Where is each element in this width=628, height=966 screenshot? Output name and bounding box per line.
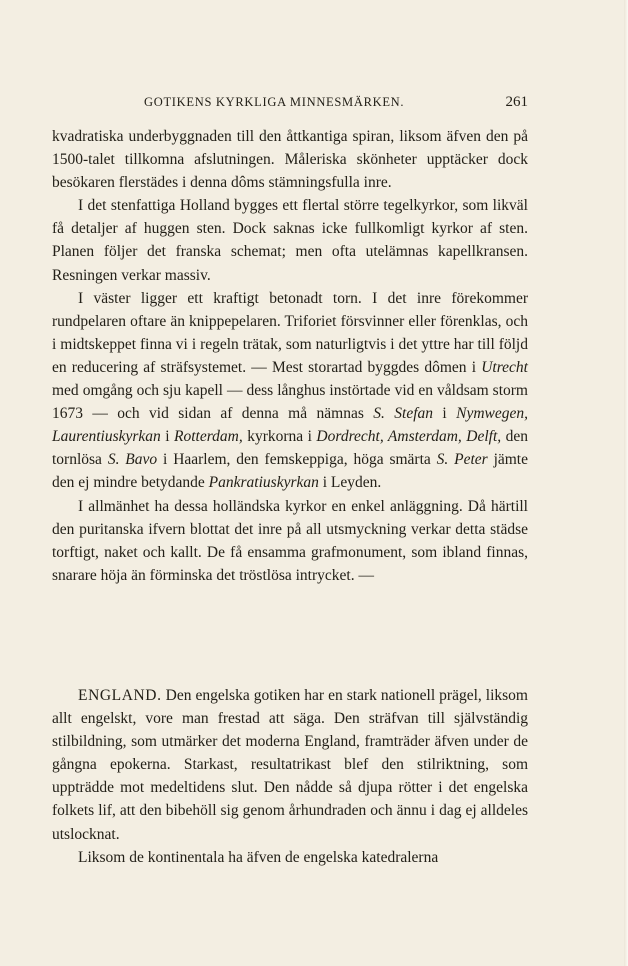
place-nymwegen: Nymwegen, Laurentiuskyrkan xyxy=(52,405,528,446)
church-s-peter: S. Peter xyxy=(436,451,488,469)
text-run: i Leyden. xyxy=(318,474,382,492)
place-rotterdam: Rotterdam, xyxy=(174,428,243,446)
page-number: 261 xyxy=(505,94,528,110)
paragraph-england xyxy=(52,684,528,846)
text-block-england xyxy=(52,684,528,869)
text-block-upper xyxy=(52,125,528,587)
paragraph-cathedrals: Liksom de kontinentala ha äfven de engelska katedralerna xyxy=(78,848,439,866)
text-run: I väster ligger ett kraftigt betonadt torn. I det inre förekommer rundpelaren oftare än knippepelaren. Triforiet försvinner eller förenklas, och i midtskeppet finna vi i regeln trätak, som naturligtvis i det yttre har till följd en reducering af sträfsystemet. — Mest storartad byggdes dômen i xyxy=(52,289,528,376)
text-run: Den engelska gotiken har en stark nationell prägel, liksom allt engelskt, vore man frestad att säga. Den sträfvan till självständig stilbildning, som utmärker det moderna England, framträder äfven under de gångna epokerna. Starkast, resultatrikast blef den stilriktning, som uppträdde mot medeltidens slut. Den nådde så djupa rötter i det engelska folkets lif, att den bibehöll sig genom århundraden och ännu i dag ej alldeles utslocknat. xyxy=(52,687,528,843)
church-s-bavo: S. Bavo xyxy=(107,451,158,469)
text-run: med omgång och sju kapell — dess långhus instörtade vid en våldsam storm 1673 — och vid sidan af denna må nämnas xyxy=(52,382,528,423)
text-run: kyrkorna i xyxy=(242,428,317,446)
paragraph-holland: I det stenfattiga Holland bygges ett flertal större tegelkyrkor, som likväl få detaljer af huggen sten. Dock saknas icke fullkomligt kyrkor af sten. Planen följer det franska schemat; men ofta utelämnas kapellkransen. Resningen verkar massiv. xyxy=(52,197,528,284)
paragraph-continuation: kvadratiska underbyggnaden till den åttkantiga spiran, liksom äfven den på 1500-talet tillkomna afslutningen. Måleriska skönheter upptäcker dock besökaren flerstädes i denna dôms stämningsfulla inre. xyxy=(52,128,528,192)
section-heading-england: ENGLAND. xyxy=(78,687,162,704)
text-run: i xyxy=(160,428,175,446)
text-run: den tornlösa xyxy=(52,428,528,469)
running-header xyxy=(144,94,528,111)
paragraph-churches xyxy=(52,287,528,495)
running-title: GOTIKENS KYRKLIGA MINNESMÄRKEN. xyxy=(144,95,405,109)
text-run: i xyxy=(433,405,457,423)
paragraph-general: I allmänhet ha dessa holländska kyrkor en enkel anläggning. Då härtill den puritanska ifvern blottat det inre på all utsmyckning verkar detta städse torftigt, naket och kallt. De få ensamma grafmonument, som ibland finnas, snarare höja än förminska det tröstlösa intrycket. — xyxy=(52,497,528,584)
church-pankratius: Pankratiuskyrkan xyxy=(208,474,319,492)
text-run: jämte den ej mindre betydande xyxy=(52,451,528,492)
text-run: i Haarlem, den femskeppiga, höga smärta xyxy=(157,451,437,469)
place-utrecht: Utrecht xyxy=(481,358,528,376)
page-edge xyxy=(624,0,628,966)
church-s-stefan: S. Stefan xyxy=(373,405,434,423)
place-cities: Dordrecht, Amsterdam, Delft, xyxy=(316,428,502,446)
